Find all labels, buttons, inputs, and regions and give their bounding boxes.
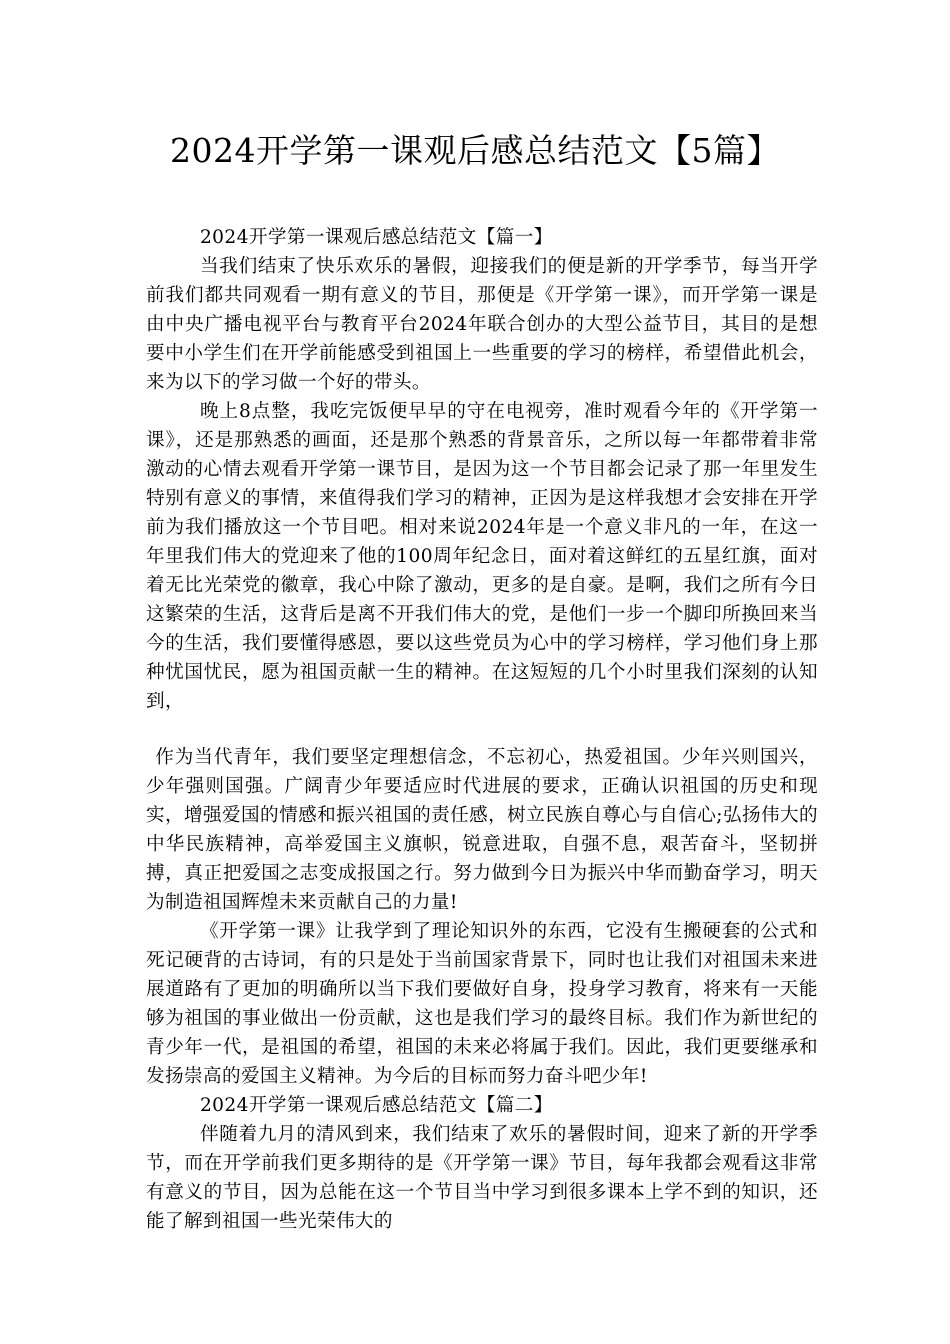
continuation-block: [146, 743, 818, 1236]
section-two-heading: 2024开学第一课观后感总结范文【篇二】: [199, 1095, 553, 1116]
paragraph: 作为当代青年，我们要坚定理想信念，不忘初心，热爱祖国。少年兴则国兴，少年强则国强。广阔青少年要适应时代进展的要求，正确认识祖国的历史和现实，增强爱国的情感和振兴祖国的责任感，树立民族自尊心与自信心;弘扬伟大的中华民族精神，高举爱国主义旗帜，锐意进取，自强不息，艰苦奋斗，坚韧拼搏，真正把爱国之志变成报国之行。努力做到今日为振兴中华而勤奋学习，明天为制造祖国辉煌未来贡献自己的力量!: [146, 747, 818, 913]
paragraph: 当我们结束了快乐欢乐的暑假，迎接我们的便是新的开学季节，每当开学前我们都共同观看一期有意义的节目，那便是《开学第一课》，而开学第一课是由中央广播电视平台与教育平台2024年联合创办的大型公益节目，其目的是想要中小学生们在开学前能感受到祖国上一些重要的学习的榜样，希望借此机会，来为以下的学习做一个好的带头。: [146, 256, 818, 393]
section-one-block: [146, 223, 818, 716]
section-one-heading: 2024开学第一课观后感总结范文【篇一】: [199, 227, 553, 248]
document-title: 2024开学第一课观后感总结范文【5篇】: [170, 131, 780, 170]
paragraph: 伴随着九月的清风到来，我们结束了欢乐的暑假时间，迎来了新的开学季节，而在开学前我们更多期待的是《开学第一课》节目，每年我都会观看这非常有意义的节目，因为总能在这一个节目当中学习到很多课本上学不到的知识，还能了解到祖国一些光荣伟大的: [146, 1124, 818, 1232]
paragraph: 晚上8点整，我吃完饭便早早的守在电视旁，准时观看今年的《开学第一课》，还是那熟悉的画面，还是那个熟悉的背景音乐，之所以每一年都带着非常激动的心情去观看开学第一课节目，是因为这一个节目都会记录了那一年里发生特别有意义的事情，来值得我们学习的精神，正因为是这样我想才会安排在开学前为我们播放这一个节目吧。相对来说2024年是一个意义非凡的一年，在这一年里我们伟大的党迎来了他的100周年纪念日，面对着这鲜红的五星红旗，面对着无比光荣党的徽章，我心中除了激动，更多的是自豪。是啊，我们之所有今日这繁荣的生活，这背后是离不开我们伟大的党，是他们一步一个脚印所换回来当今的生活，我们要懂得感恩，要以这些党员为心中的学习榜样，学习他们身上那种忧国忧民，愿为祖国贡献一生的精神。在这短短的几个小时里我们深刻的认知到，: [146, 401, 818, 712]
paragraph: 《开学第一课》让我学到了理论知识外的东西，它没有生搬硬套的公式和死记硬背的古诗词，有的只是处于当前国家背景下，同时也让我们对祖国未来进展道路有了更加的明确所以当下我们要做好自身，投身学习教育，将来有一天能够为祖国的事业做出一份贡献，这也是我们学习的最终目标。我们作为新世纪的青少年一代，是祖国的希望，祖国的未来必将属于我们。因此，我们更要继承和发扬崇高的爱国主义精神。为今后的目标而努力奋斗吧少年!: [146, 921, 818, 1087]
